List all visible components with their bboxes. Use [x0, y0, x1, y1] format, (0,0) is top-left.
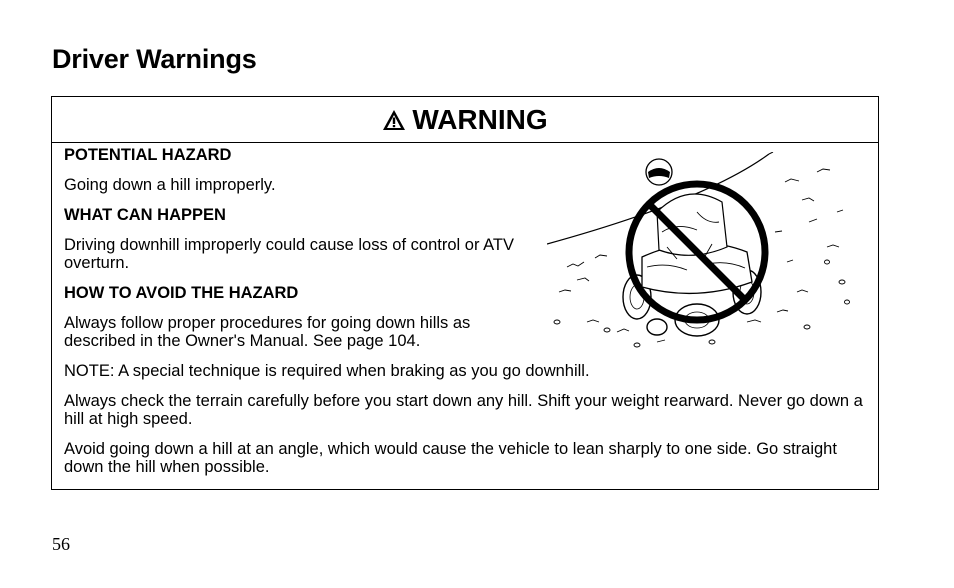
- page-title: Driver Warnings: [52, 44, 257, 74]
- angle-text: Avoid going down a hill at an angle, which would cause the vehicle to lean sharply to one side. Go straight down the hill when possible.: [64, 440, 837, 476]
- terrain-text: Always check the terrain carefully before you start down any hill. Shift your weight rearward. Never go down a hill at high speed.: [64, 392, 863, 428]
- warning-triangle-icon: [382, 109, 406, 131]
- potential-hazard-heading: POTENTIAL HAZARD: [64, 146, 232, 164]
- what-can-happen-text: Driving downhill improperly could cause loss of control or ATV overturn.: [64, 236, 514, 272]
- warning-content: [64, 146, 869, 476]
- how-to-avoid-heading: HOW TO AVOID THE HAZARD: [64, 284, 299, 302]
- what-can-happen-heading: WHAT CAN HAPPEN: [64, 206, 226, 224]
- page-number: 56: [52, 534, 70, 554]
- warning-box: [51, 96, 879, 490]
- warning-label: WARNING: [412, 103, 548, 135]
- how-to-avoid-text: Always follow proper procedures for going down hills as described in the Owner's Manual. See page 104.: [64, 314, 471, 350]
- potential-hazard-text: Going down a hill improperly.: [64, 176, 276, 194]
- warning-header: [52, 97, 878, 143]
- note-text: NOTE: A special technique is required when braking as you go downhill.: [64, 362, 590, 380]
